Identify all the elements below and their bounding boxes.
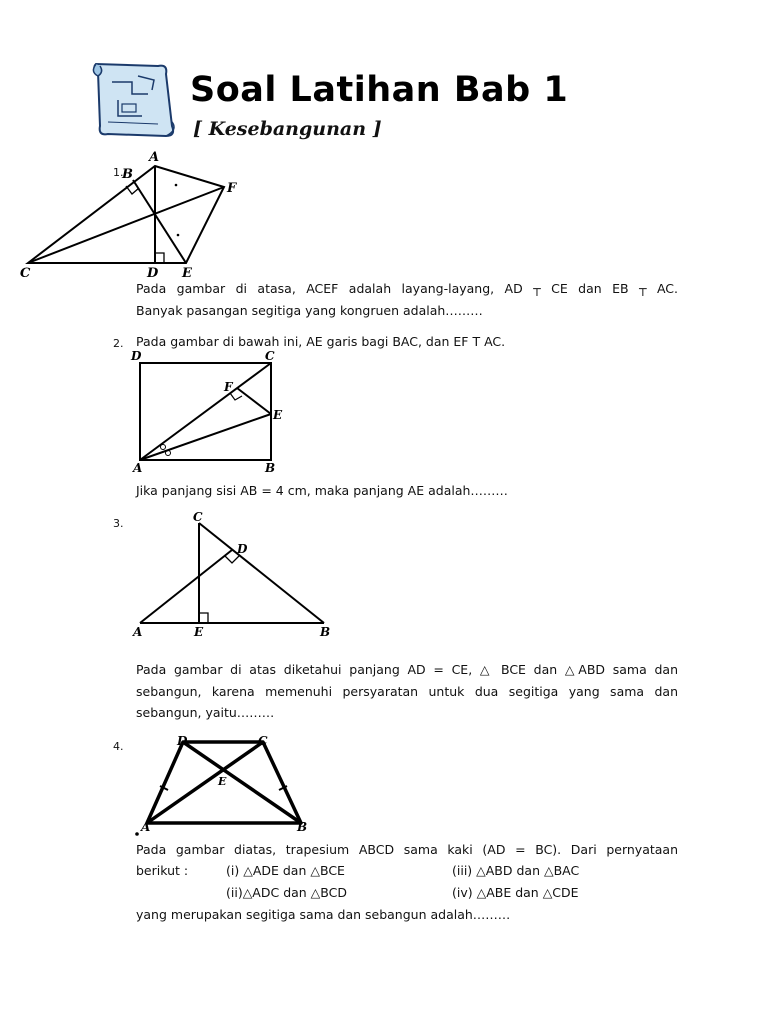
problem-1-figure bbox=[0, 140, 260, 285]
label-c: C bbox=[265, 349, 275, 363]
label-a: A bbox=[141, 820, 151, 834]
problem-4-line1: Pada gambar diatas, trapesium ABCD sama kaki (AD = BC). Dari pernyataan bbox=[136, 842, 678, 857]
label-a: A bbox=[133, 625, 143, 639]
label-a: A bbox=[149, 150, 160, 165]
problem-2-question: Jika panjang sisi AB = 4 cm, maka panjang AE adalah……… bbox=[136, 483, 508, 498]
label-c: C bbox=[20, 266, 31, 281]
problem-2-number: 2. bbox=[113, 337, 124, 350]
page-title: Soal Latihan Bab 1 bbox=[190, 70, 569, 110]
problem-1-text: Pada gambar di atasa, ACEF adalah layang-layang, AD ┬ CE dan EB ┬ AC. Banyak pasangan segitiga yang kongruen adalah……… bbox=[136, 281, 678, 318]
page-subtitle: [ Kesebangunan ] bbox=[193, 118, 382, 140]
label-e: E bbox=[218, 775, 227, 788]
problem-2-intro: Pada gambar di bawah ini, AE garis bagi BAC, dan EF T AC. bbox=[136, 334, 506, 349]
label-e: E bbox=[194, 625, 204, 639]
label-c: C bbox=[258, 734, 268, 748]
problem-4-number: 4. bbox=[113, 740, 124, 753]
scroll-map-icon bbox=[88, 60, 184, 140]
problem-3-text: Pada gambar di atas diketahui panjang AD = CE, △ BCE dan △ABD sama dan sebangun, karena memenuhi persyaratan untuk dua segitiga yang sama dan sebangun, yaitu……… bbox=[136, 662, 678, 720]
label-d: D bbox=[177, 734, 188, 748]
problem-3-figure bbox=[125, 505, 340, 645]
label-d: D bbox=[131, 349, 142, 363]
problem-4-closing: yang merupakan segitiga sama dan sebangun adalah……… bbox=[136, 907, 511, 922]
problem-3-number: 3. bbox=[113, 517, 124, 530]
label-b: B bbox=[320, 625, 331, 639]
label-b: B bbox=[265, 461, 276, 475]
label-c: C bbox=[193, 510, 203, 524]
problem-2-figure bbox=[125, 348, 295, 476]
label-f: F bbox=[227, 181, 237, 196]
problem-4-figure bbox=[125, 728, 325, 838]
problem-4-berikut: berikut : bbox=[136, 863, 189, 878]
label-e: E bbox=[182, 266, 192, 281]
problem-4-option-iv: (iv) △ABE dan △CDE bbox=[452, 885, 579, 900]
problem-4-option-i: (i) △ADE dan △BCE bbox=[226, 863, 345, 878]
label-b: B bbox=[297, 820, 308, 834]
problem-4-option-ii: (ii)△ADC dan △BCD bbox=[226, 885, 348, 900]
label-d: D bbox=[237, 542, 248, 556]
label-f: F bbox=[224, 380, 233, 394]
label-a: A bbox=[133, 461, 143, 475]
label-b: B bbox=[122, 167, 133, 182]
problem-1-number: 1. bbox=[113, 166, 124, 179]
problem-4-option-iii: (iii) △ABD dan △BAC bbox=[452, 863, 580, 878]
label-e: E bbox=[273, 408, 283, 422]
label-d: D bbox=[147, 266, 159, 281]
